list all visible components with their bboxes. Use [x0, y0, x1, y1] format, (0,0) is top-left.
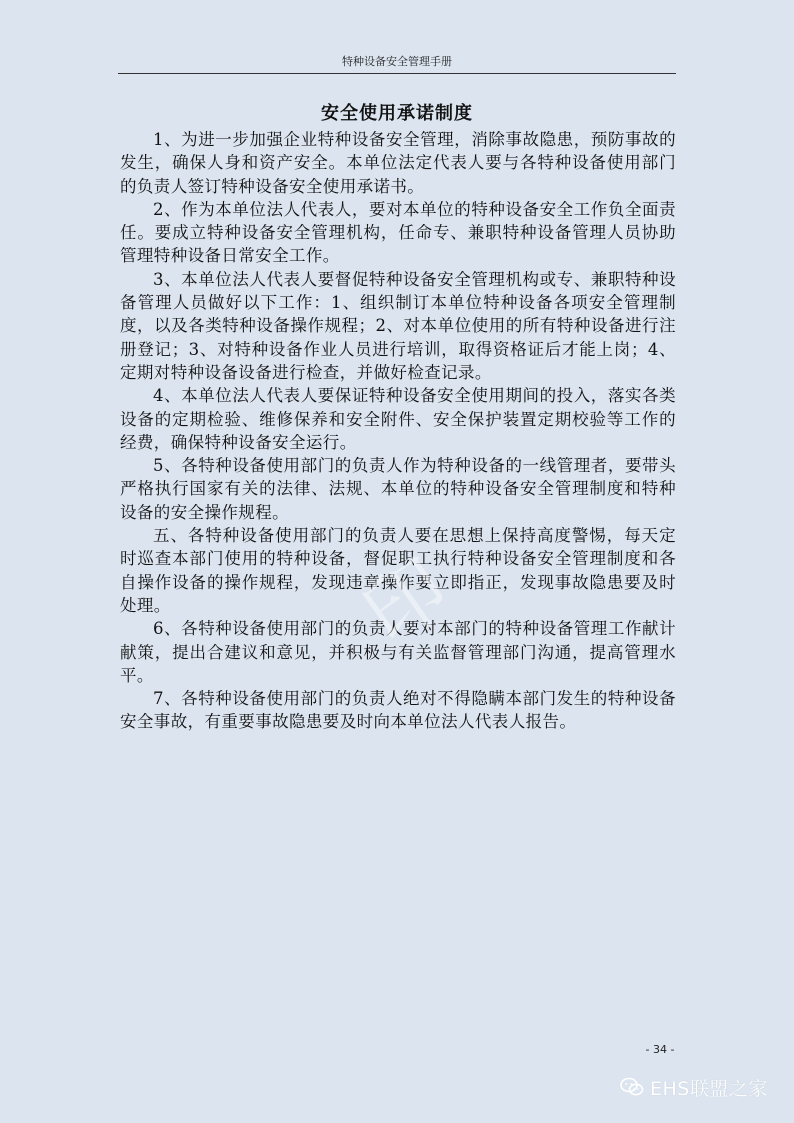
paragraph-1: 1、为进一步加强企业特种设备安全管理，消除事故隐患，预防事故的发生，确保人身和资产安全。本单位法定代表人要与各特种设备使用部门的负责人签订特种设备安全使用承诺书。 — [120, 130, 676, 196]
document-body — [120, 128, 676, 734]
header-divider — [118, 73, 676, 74]
document-title: 安全使用承诺制度 — [321, 103, 473, 124]
page-header: 特种设备安全管理手册 — [342, 55, 452, 68]
paragraph-4: 4、本单位法人代表人要保证特种设备安全使用期间的投入，落实各类设备的定期检验、维修保养和安全附件、安全保护装置定期校验等工作的经费，确保特种设备安全运行。 — [120, 386, 676, 452]
paragraph-7: 6、各特种设备使用部门的负责人要对本部门的特种设备管理工作献计献策，提出合建议和意见，并积极与有关监督管理部门沟通，提高管理水平。 — [120, 619, 676, 685]
paragraph-2: 2、作为本单位法人代表人，要对本单位的特种设备安全工作负全面责任。要成立特种设备安全管理机构，任命专、兼职特种设备管理人员协助管理特种设备日常安全工作。 — [120, 199, 676, 266]
paragraph-6: 五、各特种设备使用部门的负责人要在思想上保持高度警惕，每天定时巡查本部门使用的特种设备，督促职工执行特种设备安全管理制度和各自操作设备的操作规程，发现违章操作要立即指正，发现事故隐患要及时处理。 — [120, 526, 676, 615]
brand-name: EHS联盟之家 — [650, 1077, 768, 1100]
paragraph-3: 3、本单位法人代表人要督促特种设备安全管理机构或专、兼职特种设备管理人员做好以下工作：1、组织制订本单位特种设备各项安全管理制度，以及各类特种设备操作规程；2、对本单位使用的所有特种设备进行注册登记；3、对特种设备作业人员进行培训，取得资格证后才能上岗；4、定期对特种设备设备进行检查，并做好检查记录。 — [120, 269, 676, 382]
brand-watermark — [620, 1074, 768, 1100]
page-number: - 34 - — [645, 1043, 675, 1056]
paragraph-5: 5、各特种设备使用部门的负责人作为特种设备的一线管理者，要带头严格执行国家有关的法律、法规、本单位的特种设备安全管理制度和特种设备的安全操作规程。 — [120, 456, 676, 522]
paragraph-8: 7、各特种设备使用部门的负责人绝对不得隐瞒本部门发生的特种设备安全事故，有重要事故隐患要及时向本单位法人代表人报告。 — [120, 689, 676, 732]
watermark-stamp: 印 — [346, 536, 473, 663]
wechat-icon — [620, 1077, 644, 1097]
